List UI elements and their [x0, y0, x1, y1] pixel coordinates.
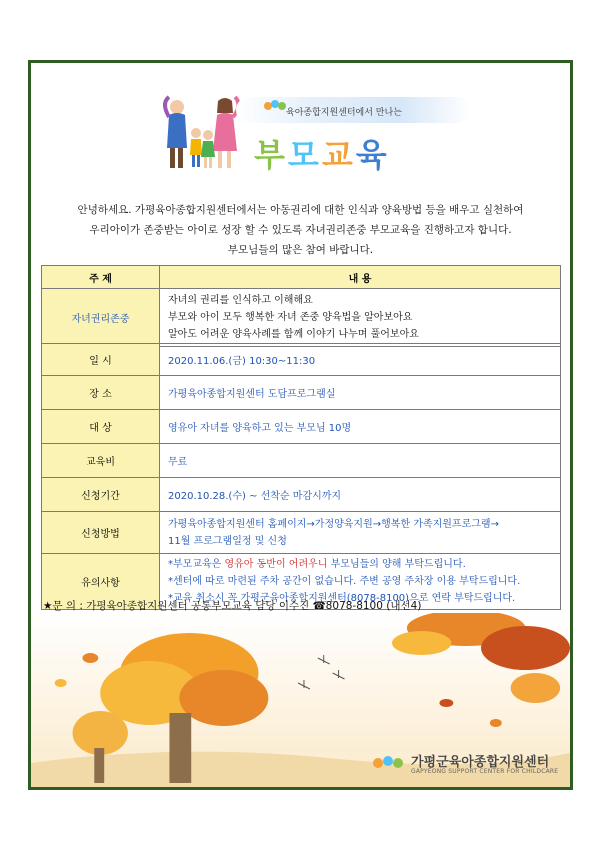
intro-text — [31, 200, 570, 260]
title-char-1: 부 — [254, 136, 288, 174]
fee-label: 교육비 — [42, 444, 160, 478]
place-value: 가평육아종합지원센터 도담프로그램실 — [160, 376, 561, 410]
content-line: 부모와 아이 모두 행복한 자녀 존중 양육법을 알아보아요 — [168, 312, 413, 323]
intro-line: 안녕하세요. 가평육아종합지원센터에서는 아동권리에 대한 인식과 양육방법 등을 배우고 실천하여 — [77, 204, 524, 216]
method-label: 신청방법 — [42, 512, 160, 554]
intro-line: 부모님들의 많은 참여 바랍니다. — [227, 244, 374, 256]
date-label: 일 시 — [42, 344, 160, 376]
header — [31, 63, 570, 183]
title-char-2: 모 — [287, 136, 322, 174]
note-text: *부모교육은 — [168, 559, 225, 570]
target-label: 대 상 — [42, 410, 160, 444]
topic-label: 자녀권리존중 — [42, 289, 160, 347]
family-illustration — [163, 93, 243, 173]
period-value: 2020.10.28.(수) ~ 선착순 마감시까지 — [160, 478, 561, 512]
footer-org-subtitle: GAPYEONG SUPPORT CENTER FOR CHILDCARE — [411, 768, 559, 775]
poster-frame — [28, 60, 573, 790]
center-logo-icon — [263, 98, 287, 114]
contact-info: ★문 의 : 가평육아종합지원센터 공통부모교육 담당 이수진 ☎8078-8100 (내선4) — [43, 600, 422, 612]
method-line: 가평육아종합지원센터 홈페이지→가정양육지원→행복한 가족지원프로그램→ — [168, 518, 499, 530]
note-line-3: *교육 취소시 꼭 가평군육아종합지원센터(8078-8100)으로 연락 부탁드립니다. — [168, 593, 516, 604]
target-value: 영유아 자녀를 양육하고 있는 부모님 10명 — [160, 410, 561, 444]
topic-contents — [160, 289, 561, 347]
notes-label: 유의사항 — [42, 554, 160, 610]
content-line: 자녀의 권리를 인식하고 이해해요 — [168, 295, 313, 306]
intro-line: 우리아이가 존중받는 아이로 성장 할 수 있도록 자녀권리존중 부모교육을 진행하고자 합니다. — [89, 224, 512, 236]
period-label: 신청기간 — [42, 478, 160, 512]
fee-value: 무료 — [160, 444, 561, 478]
method-line: 11월 프로그램일정 및 신청 — [168, 535, 287, 547]
page-title — [254, 130, 390, 176]
footer-logo-icon — [371, 753, 407, 773]
content-line: 알아도 어려운 양육사례를 함께 이야기 나누며 풀어보아요 — [168, 329, 419, 340]
header-subtitle: 육아종합지원센터에서 만나는 — [286, 108, 402, 118]
note-line-1 — [168, 556, 559, 573]
place-label: 장 소 — [42, 376, 160, 410]
footer-org-name: 가평군육아종합지원센터 — [411, 755, 550, 770]
topic-header: 주 제 — [42, 266, 160, 289]
date-value: 2020.11.06.(금) 10:30~11:30 — [160, 344, 561, 376]
note-warning: 영유아 동반이 어려우니 — [224, 559, 328, 570]
method-value — [160, 512, 561, 554]
contents-header: 내 용 — [160, 266, 561, 289]
note-line-2: *센터에 따로 마련된 주차 공간이 없습니다. 주변 공영 주차장 이용 부탁드립니다. — [168, 576, 521, 587]
note-text: 부모님들의 양해 부탁드립니다. — [327, 559, 466, 570]
topic-table — [41, 265, 561, 347]
details-table — [41, 343, 561, 610]
title-char-3: 교 — [321, 136, 356, 174]
title-char-4: 육 — [355, 136, 390, 174]
